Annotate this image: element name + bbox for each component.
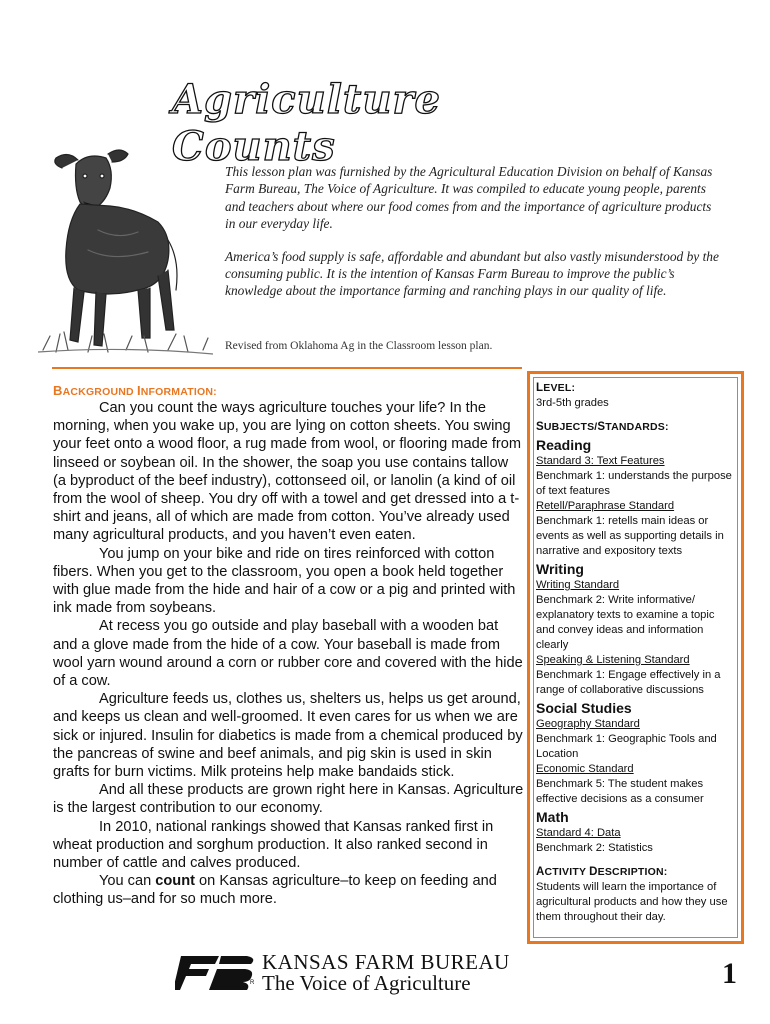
farm-bureau-logo-icon: [175, 952, 255, 994]
background-body: [53, 399, 525, 909]
standard-link: Speaking & Listening Standard: [536, 654, 690, 666]
standard-link: Economic Standard: [536, 763, 634, 775]
page-number: 1: [722, 957, 737, 990]
revised-note: Revised from Oklahoma Ag in the Classroom lesson plan.: [225, 340, 493, 352]
standard-link: Standard 3: Text Features: [536, 455, 665, 467]
body-paragraph: And all these products are grown right here in Kansas. Agriculture is the largest contribution to our economy.: [53, 782, 524, 817]
body-paragraph: Can you count the ways agriculture touches your life? In the morning, when you wake up, you are lying on cotton sheets. You swing your feet onto a wood floor, a rug made from wool, or flooring made from linseed or soybean oil. In the shower, the soap you use contains tallow (a byproduct of the beef industry), cottonseed oil, or lanolin (a kind of oil from the wool of sheep. You dry off with a towel and get dressed into a t-shirt and jeans, all of which are made from cotton. You’ve already used many agricultural products, and you haven’t even eaten.: [53, 400, 522, 544]
page-title: Agriculture Counts: [172, 76, 441, 170]
benchmark-text: Benchmark 5: The student makes effective decisions as a consumer: [536, 778, 704, 805]
kansas-farm-bureau-logo: [175, 950, 520, 995]
subject-social-studies: Social Studies: [536, 700, 632, 716]
count-emphasis: count: [155, 873, 195, 890]
benchmark-text: Benchmark 1: understands the purpose of text features: [536, 470, 732, 497]
level-label: LEVEL:: [536, 382, 576, 394]
benchmark-text: Benchmark 2: Statistics: [536, 842, 653, 854]
background-heading: BACKGROUND INFORMATION:: [53, 383, 217, 398]
body-paragraph: In 2010, national rankings showed that Kansas ranked first in wheat production and sorghum production. It also ranked second in number of cattle and calves produced.: [53, 818, 494, 872]
body-paragraph-last: You can count on Kansas agriculture–to keep on feeding and clothing us–and for so much more.: [53, 873, 497, 908]
benchmark-text: Benchmark 1: Engage effectively in a range of collaborative discussions: [536, 669, 721, 696]
orange-divider: [52, 367, 522, 369]
standard-link: Writing Standard: [536, 579, 620, 591]
subject-reading: Reading: [536, 437, 592, 453]
standard-link: Retell/Paraphrase Standard: [536, 500, 675, 512]
sidebar-content: [536, 381, 736, 925]
benchmark-text: Benchmark 1: retells main ideas or events as well as supporting details in narrative and expository texts: [536, 515, 724, 557]
body-paragraph: Agriculture feeds us, clothes us, shelters us, helps us get around, and keeps us clean and well-groomed. It even cares for us when we are sick or injured. Insulin for diabetics is made from a chemical produced by the pancreas of swine and beef animals, and pig skin is used in skin grafts for burn victims. Milk proteins help make bandaids stick.: [53, 691, 523, 781]
intro-paragraph-2: America’s food supply is safe, affordable and abundant but also vastly misunderstood by the consuming public. It is the intention of Kansas Farm Bureau to improve the public’s knowledge about the importance farming and ranching plays in our quality of life.: [225, 248, 719, 299]
body-paragraph: You jump on your bike and ride on tires reinforced with cotton fibers. When you get to the classroom, you open a book held together with glue made from the hide and hair of a cow or a pig and printed with ink made from soybeans.: [53, 545, 516, 617]
standard-link: Standard 4: Data: [536, 827, 621, 839]
benchmark-text: Benchmark 2: Write informative/ explanatory texts to examine a topic and convey ideas and information clearly: [536, 594, 715, 651]
org-tagline: The Voice of Agriculture: [262, 971, 471, 995]
activity-label: ACTIVITY DESCRIPTION:: [536, 866, 668, 878]
subject-writing: Writing: [536, 561, 584, 577]
activity-description: Students will learn the importance of agricultural products and how they use them throughout their day.: [536, 881, 728, 923]
subjects-label: SUBJECTS/STANDARDS:: [536, 421, 669, 433]
benchmark-text: Benchmark 1: Geographic Tools and Location: [536, 733, 717, 760]
body-paragraph: At recess you go outside and play baseball with a wooden bat and a glove made from the hide of a cow. Your baseball is made from wool yarn wound around a corn or rubber core and covered with the hide of a cow.: [53, 618, 523, 690]
intro-paragraph-1: This lesson plan was furnished by the Agricultural Education Division on behalf of Kansas Farm Bureau, The Voice of Agriculture. It was compiled to educate young people, parents and teachers about where our food comes from and the importance of agriculture products in our everyday life.: [225, 164, 713, 232]
calf-illustration: [38, 140, 213, 365]
level-value: 3rd-5th grades: [536, 397, 609, 409]
registered-mark: R: [250, 980, 255, 986]
subject-math: Math: [536, 809, 569, 825]
org-name: KANSAS FARM BUREAU: [262, 950, 510, 974]
standard-link: Geography Standard: [536, 718, 640, 730]
intro-text: [225, 163, 725, 315]
